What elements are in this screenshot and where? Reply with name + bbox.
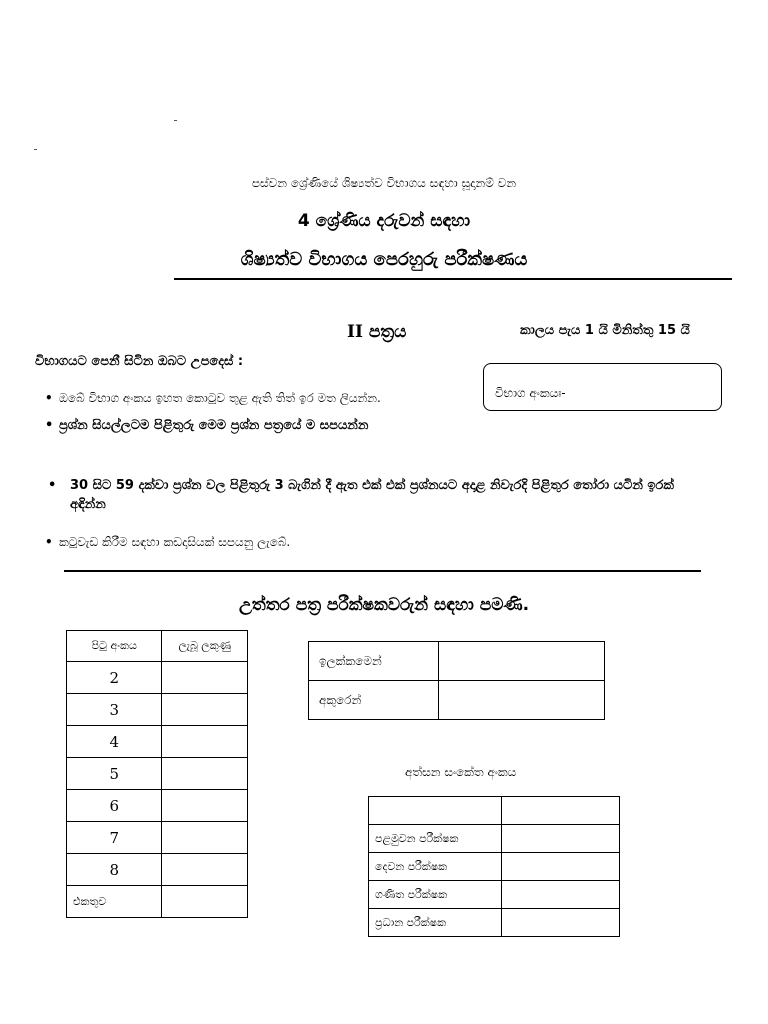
in-figures-label: ඉලක්කමෙන් [309,642,439,681]
marks-cell[interactable] [162,726,248,758]
table-row [369,909,620,937]
bullet-icon: • [45,535,53,549]
table-row [67,822,248,854]
table-row [67,886,248,918]
instruction-item [45,418,475,433]
table-row [67,662,248,694]
marks-cell[interactable] [162,694,248,726]
in-words-cell[interactable] [439,681,605,720]
table-row [67,694,248,726]
page-number: 2 [67,662,162,694]
table-row [369,797,620,825]
signature-cell[interactable] [501,853,619,881]
section-divider [64,570,701,572]
signature-role: ප්‍රධාන පරීක්ෂක [369,909,502,937]
instructions-title: විභාගයට පෙනී සිටින ඔබට උපදෙස් : [35,354,244,369]
total-marks-cell[interactable] [162,886,248,918]
heading-line1: 4 ශ්‍රේණිය දරුවන් සඳහා [297,211,471,231]
instruction-text: ඔබේ විභාග අංකය ඉහත කොටුව තුළ ඇති තිත් ඉර මත ලියන්න. [59,391,381,405]
page-number: 7 [67,822,162,854]
sub-heading: පස්වන ශ්‍රේණියේ ශිෂ්‍යත්ව විභාගය සඳහා සූදානම් වන [251,176,517,190]
table-row [67,854,248,886]
duration-label: කාලය පැය 1 යි මිනිත්තු 15 යි [520,323,690,338]
total-table [308,641,605,720]
signature-cell[interactable] [501,825,619,853]
marks-cell[interactable] [162,758,248,790]
heading-underline [174,278,732,280]
page-number: 6 [67,790,162,822]
signature-cell[interactable] [501,909,619,937]
signature-role: පළමුවන පරීක්ෂක [369,825,502,853]
table-row [67,790,248,822]
in-figures-cell[interactable] [439,642,605,681]
signature-role: ගණිත පරීක්ෂක [369,881,502,909]
marks-cell[interactable] [162,790,248,822]
exam-number-label: විභාග අංකයඃ- [495,386,566,400]
table-row [369,881,620,909]
table-row [369,853,620,881]
bullet-icon: • [45,418,54,433]
heading-line2: ශිෂ්‍යත්ව විභාගය පෙරහුරු පරීක්ෂණය [240,249,528,270]
bullet-icon: • [45,391,53,405]
signature-table [368,796,620,937]
marks-cell[interactable] [162,662,248,694]
marks-cell[interactable] [162,822,248,854]
table-row [309,642,605,681]
page-number: 8 [67,854,162,886]
exam-number-box[interactable] [483,363,722,411]
page-number: 4 [67,726,162,758]
bullet-icon: • [48,478,57,493]
scan-speck [34,149,37,150]
scan-speck [174,120,177,121]
page-number: 5 [67,758,162,790]
signature-cell[interactable] [501,797,619,825]
examiner-section-title: උත්තර පත්‍ර පරීක්ෂකවරුන් සඳහා පමණි. [238,595,530,615]
total-label: එකතුව [67,886,162,918]
instruction-item [45,391,475,406]
signature-role [369,797,502,825]
instruction-item [48,476,678,514]
signature-cell[interactable] [501,881,619,909]
instruction-text: 30 සිට 59 දක්වා ප්‍රශ්න වල පිළිතුරු 3 බැගින් දී ඇත එක් එක් ප්‍රශ්නයට අදාළ නිවැරදි පිළිතුර තෝරා යටින් ඉරක් අඳින්න [70,478,674,512]
table-row [67,726,248,758]
signature-code-title: අත්සන සංකේත අංකය [405,765,517,779]
paper-label: II පත්‍රය [347,322,407,342]
table-row [67,758,248,790]
marks-cell[interactable] [162,854,248,886]
table-header-row [67,631,248,662]
header-marks: ලැබූ ලකුණු [162,631,248,662]
signature-role: දෙවන පරීක්ෂක [369,853,502,881]
marks-table [66,630,248,918]
instruction-text: කටුවැඩ කිරීම සඳහා කඩදාසියක් සපයනු ලැබේ. [59,535,291,549]
instruction-item [45,535,475,550]
header-page-number: පිටු අංකය [67,631,162,662]
page-number: 3 [67,694,162,726]
table-row [369,825,620,853]
instruction-text: ප්‍රශ්න සියල්ලටම පිළිතුරු මෙම ප්‍රශ්න පත්‍රයේ ම සපයන්න [59,418,369,433]
in-words-label: අකුරෙන් [309,681,439,720]
table-row [309,681,605,720]
